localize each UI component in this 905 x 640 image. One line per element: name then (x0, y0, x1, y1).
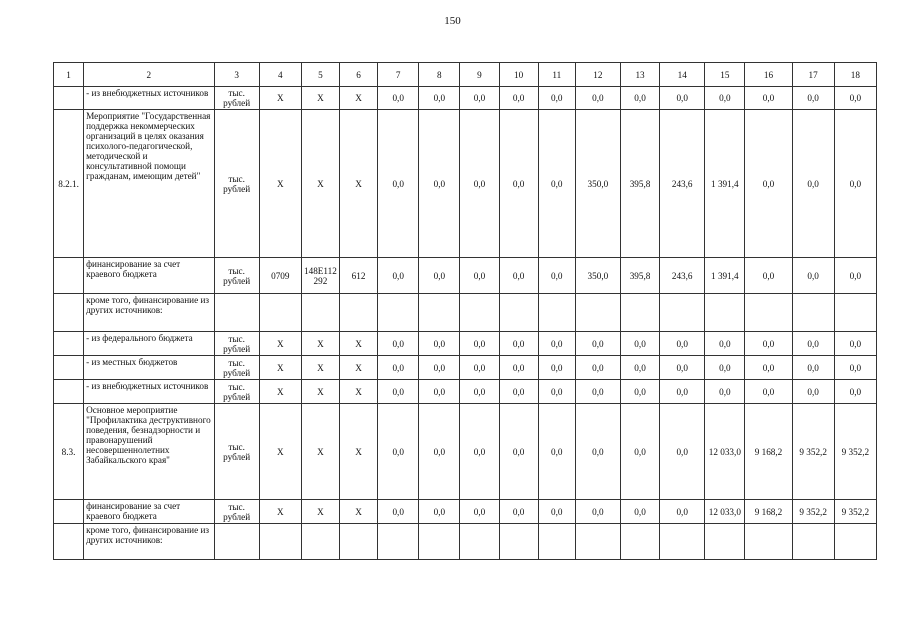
row-value-cell: 0,0 (745, 380, 792, 404)
row-value-cell (499, 524, 538, 560)
row-value-cell: 0,0 (792, 258, 834, 294)
row-code-cell: 0709 (259, 258, 301, 294)
row-value-cell: 0,0 (660, 356, 705, 380)
header-cell: 7 (378, 63, 419, 87)
row-code-cell (340, 294, 378, 332)
row-code-cell: X (259, 500, 301, 524)
row-value-cell: 0,0 (419, 87, 460, 110)
row-value-cell (834, 524, 876, 560)
row-value-cell: 0,0 (792, 110, 834, 258)
row-value-cell: 0,0 (378, 110, 419, 258)
row-value-cell: 0,0 (745, 258, 792, 294)
row-value-cell: 0,0 (378, 380, 419, 404)
header-cell: 17 (792, 63, 834, 87)
row-value-cell: 0,0 (705, 380, 745, 404)
row-code-cell: X (259, 404, 301, 500)
row-value-cell: 0,0 (460, 87, 499, 110)
row-value-cell (792, 524, 834, 560)
row-value-cell: 9 352,2 (834, 500, 876, 524)
budget-table (53, 62, 877, 560)
row-unit-cell: тыс. рублей (214, 87, 259, 110)
row-value-cell: 0,0 (538, 500, 575, 524)
row-unit-cell: тыс. рублей (214, 404, 259, 500)
header-cell: 6 (340, 63, 378, 87)
row-value-cell: 0,0 (460, 258, 499, 294)
row-value-cell: 0,0 (419, 258, 460, 294)
row-value-cell (419, 524, 460, 560)
row-code-cell: X (259, 380, 301, 404)
row-value-cell: 0,0 (499, 87, 538, 110)
row-value-cell: 0,0 (499, 110, 538, 258)
row-value-cell (460, 524, 499, 560)
row-value-cell: 0,0 (745, 110, 792, 258)
row-value-cell: 9 168,2 (745, 404, 792, 500)
row-value-cell: 0,0 (378, 500, 419, 524)
row-value-cell: 0,0 (378, 404, 419, 500)
row-value-cell: 395,8 (620, 258, 659, 294)
row-code-cell: X (301, 332, 339, 356)
row-code-cell: X (301, 404, 339, 500)
row-value-cell: 0,0 (620, 404, 659, 500)
header-cell: 8 (419, 63, 460, 87)
page-number: 150 (444, 15, 461, 27)
row-code-cell (259, 294, 301, 332)
row-value-cell: 9 168,2 (745, 500, 792, 524)
row-value-cell: 12 033,0 (705, 404, 745, 500)
row-unit-cell: тыс. рублей (214, 110, 259, 258)
row-index-cell (54, 380, 84, 404)
row-value-cell: 0,0 (705, 332, 745, 356)
row-code-cell: 612 (340, 258, 378, 294)
row-value-cell: 0,0 (499, 332, 538, 356)
row-value-cell: 0,0 (419, 110, 460, 258)
row-value-cell: 0,0 (834, 332, 876, 356)
row-value-cell: 0,0 (378, 258, 419, 294)
row-value-cell: 0,0 (660, 500, 705, 524)
row-value-cell: 0,0 (745, 356, 792, 380)
row-value-cell (499, 294, 538, 332)
row-value-cell: 0,0 (378, 332, 419, 356)
row-value-cell: 0,0 (378, 87, 419, 110)
row-value-cell (660, 294, 705, 332)
header-cell: 2 (84, 63, 214, 87)
row-value-cell: 0,0 (499, 380, 538, 404)
header-cell: 12 (575, 63, 620, 87)
row-value-cell (419, 294, 460, 332)
row-value-cell: 0,0 (499, 404, 538, 500)
row-value-cell: 0,0 (792, 332, 834, 356)
header-cell: 1 (54, 63, 84, 87)
row-code-cell: X (340, 500, 378, 524)
row-value-cell: 0,0 (378, 356, 419, 380)
row-index-cell: 8.2.1. (54, 110, 84, 258)
row-value-cell: 0,0 (660, 380, 705, 404)
row-value-cell: 0,0 (792, 87, 834, 110)
row-value-cell: 0,0 (620, 332, 659, 356)
row-value-cell: 350,0 (575, 258, 620, 294)
row-value-cell: 0,0 (620, 380, 659, 404)
row-value-cell: 0,0 (419, 380, 460, 404)
table-row (54, 404, 877, 500)
row-value-cell: 12 033,0 (705, 500, 745, 524)
row-unit-cell: тыс. рублей (214, 380, 259, 404)
row-code-cell (259, 524, 301, 560)
row-value-cell (538, 524, 575, 560)
row-value-cell: 243,6 (660, 110, 705, 258)
table-row (54, 380, 877, 404)
row-code-cell: X (301, 356, 339, 380)
row-unit-cell: тыс. рублей (214, 258, 259, 294)
row-value-cell: 0,0 (792, 356, 834, 380)
row-code-cell: X (301, 87, 339, 110)
row-value-cell (575, 524, 620, 560)
row-value-cell: 0,0 (660, 332, 705, 356)
row-value-cell: 243,6 (660, 258, 705, 294)
row-value-cell: 0,0 (745, 332, 792, 356)
row-value-cell (538, 294, 575, 332)
header-cell: 18 (834, 63, 876, 87)
row-code-cell (301, 294, 339, 332)
row-code-cell: X (259, 332, 301, 356)
header-row (54, 63, 877, 87)
row-code-cell (301, 524, 339, 560)
header-cell: 14 (660, 63, 705, 87)
row-value-cell: 1 391,4 (705, 258, 745, 294)
row-value-cell: 0,0 (620, 87, 659, 110)
row-value-cell: 0,0 (460, 380, 499, 404)
row-code-cell (340, 524, 378, 560)
row-code-cell: X (340, 404, 378, 500)
row-value-cell: 395,8 (620, 110, 659, 258)
row-value-cell: 0,0 (538, 356, 575, 380)
row-value-cell: 0,0 (834, 87, 876, 110)
row-value-cell: 0,0 (620, 500, 659, 524)
row-description-cell: Основное мероприятие "Профилактика деструктивного поведения, безнадзорности и правонарушений несовершеннолетних Забайкальского края" (84, 404, 214, 500)
row-code-cell: X (340, 87, 378, 110)
row-index-cell: 8.3. (54, 404, 84, 500)
row-value-cell: 0,0 (460, 332, 499, 356)
header-cell: 16 (745, 63, 792, 87)
header-cell: 5 (301, 63, 339, 87)
row-code-cell: X (301, 110, 339, 258)
row-value-cell: 0,0 (538, 380, 575, 404)
row-code-cell: X (340, 356, 378, 380)
row-value-cell: 0,0 (460, 500, 499, 524)
row-value-cell: 9 352,2 (792, 404, 834, 500)
row-value-cell (378, 524, 419, 560)
row-value-cell: 0,0 (538, 110, 575, 258)
row-index-cell (54, 524, 84, 560)
table-row (54, 356, 877, 380)
row-value-cell (575, 294, 620, 332)
row-unit-cell: тыс. рублей (214, 500, 259, 524)
row-description-cell: Мероприятие "Государственная поддержка некоммерческих организаций в целях оказания психолого-педагогической, методической и консультативной помощи гражданам, имеющим детей" (84, 110, 214, 258)
row-code-cell: 148E112292 (301, 258, 339, 294)
row-value-cell: 0,0 (660, 404, 705, 500)
table-row (54, 294, 877, 332)
header-cell: 11 (538, 63, 575, 87)
row-value-cell (460, 294, 499, 332)
row-unit-cell: тыс. рублей (214, 332, 259, 356)
table-row (54, 524, 877, 560)
row-value-cell: 0,0 (575, 332, 620, 356)
row-value-cell: 0,0 (834, 380, 876, 404)
row-description-cell: - из внебюджетных источников (84, 87, 214, 110)
row-value-cell: 0,0 (834, 110, 876, 258)
row-value-cell: 0,0 (538, 332, 575, 356)
header-cell: 13 (620, 63, 659, 87)
row-value-cell: 0,0 (834, 258, 876, 294)
row-value-cell (705, 524, 745, 560)
table-row (54, 258, 877, 294)
row-value-cell (620, 524, 659, 560)
row-value-cell: 0,0 (660, 87, 705, 110)
row-description-cell: финансирование за счет краевого бюджета (84, 500, 214, 524)
row-value-cell: 9 352,2 (834, 404, 876, 500)
row-value-cell: 0,0 (419, 404, 460, 500)
row-value-cell: 0,0 (745, 87, 792, 110)
row-value-cell: 1 391,4 (705, 110, 745, 258)
row-index-cell (54, 500, 84, 524)
row-value-cell: 0,0 (419, 332, 460, 356)
row-value-cell (620, 294, 659, 332)
row-unit-cell (214, 524, 259, 560)
row-unit-cell: тыс. рублей (214, 356, 259, 380)
row-code-cell: X (259, 87, 301, 110)
row-description-cell: кроме того, финансирование из других источников: (84, 294, 214, 332)
row-value-cell: 0,0 (499, 500, 538, 524)
row-value-cell: 0,0 (419, 500, 460, 524)
table-row (54, 87, 877, 110)
row-value-cell: 0,0 (705, 356, 745, 380)
row-code-cell: X (340, 380, 378, 404)
row-value-cell: 0,0 (575, 380, 620, 404)
row-value-cell: 0,0 (834, 356, 876, 380)
row-value-cell: 0,0 (460, 356, 499, 380)
row-code-cell: X (340, 110, 378, 258)
row-value-cell: 0,0 (538, 87, 575, 110)
row-index-cell (54, 356, 84, 380)
row-value-cell: 0,0 (460, 110, 499, 258)
header-cell: 4 (259, 63, 301, 87)
row-value-cell: 0,0 (538, 258, 575, 294)
row-value-cell (834, 294, 876, 332)
row-value-cell (792, 294, 834, 332)
row-value-cell: 0,0 (620, 356, 659, 380)
row-value-cell: 0,0 (419, 356, 460, 380)
row-value-cell (705, 294, 745, 332)
table-row (54, 332, 877, 356)
row-value-cell: 0,0 (575, 87, 620, 110)
row-index-cell (54, 258, 84, 294)
row-value-cell (660, 524, 705, 560)
row-unit-cell (214, 294, 259, 332)
row-description-cell: - из федерального бюджета (84, 332, 214, 356)
row-description-cell: - из местных бюджетов (84, 356, 214, 380)
row-value-cell: 0,0 (575, 404, 620, 500)
row-value-cell (378, 294, 419, 332)
row-code-cell: X (259, 110, 301, 258)
header-cell: 3 (214, 63, 259, 87)
row-value-cell (745, 294, 792, 332)
row-description-cell: кроме того, финансирование из других источников: (84, 524, 214, 560)
row-index-cell (54, 332, 84, 356)
row-value-cell: 0,0 (575, 356, 620, 380)
header-cell: 9 (460, 63, 499, 87)
row-code-cell: X (340, 332, 378, 356)
row-code-cell: X (259, 356, 301, 380)
row-description-cell: - из внебюджетных источников (84, 380, 214, 404)
row-value-cell: 350,0 (575, 110, 620, 258)
table-row (54, 500, 877, 524)
row-description-cell: финансирование за счет краевого бюджета (84, 258, 214, 294)
row-value-cell: 0,0 (792, 380, 834, 404)
row-code-cell: X (301, 500, 339, 524)
row-code-cell: X (301, 380, 339, 404)
row-value-cell: 0,0 (538, 404, 575, 500)
row-value-cell: 0,0 (499, 356, 538, 380)
row-value-cell: 0,0 (460, 404, 499, 500)
row-index-cell (54, 294, 84, 332)
table-row (54, 110, 877, 258)
row-value-cell: 0,0 (575, 500, 620, 524)
row-value-cell: 0,0 (499, 258, 538, 294)
row-value-cell: 9 352,2 (792, 500, 834, 524)
header-cell: 15 (705, 63, 745, 87)
row-value-cell: 0,0 (705, 87, 745, 110)
header-cell: 10 (499, 63, 538, 87)
row-value-cell (745, 524, 792, 560)
row-index-cell (54, 87, 84, 110)
